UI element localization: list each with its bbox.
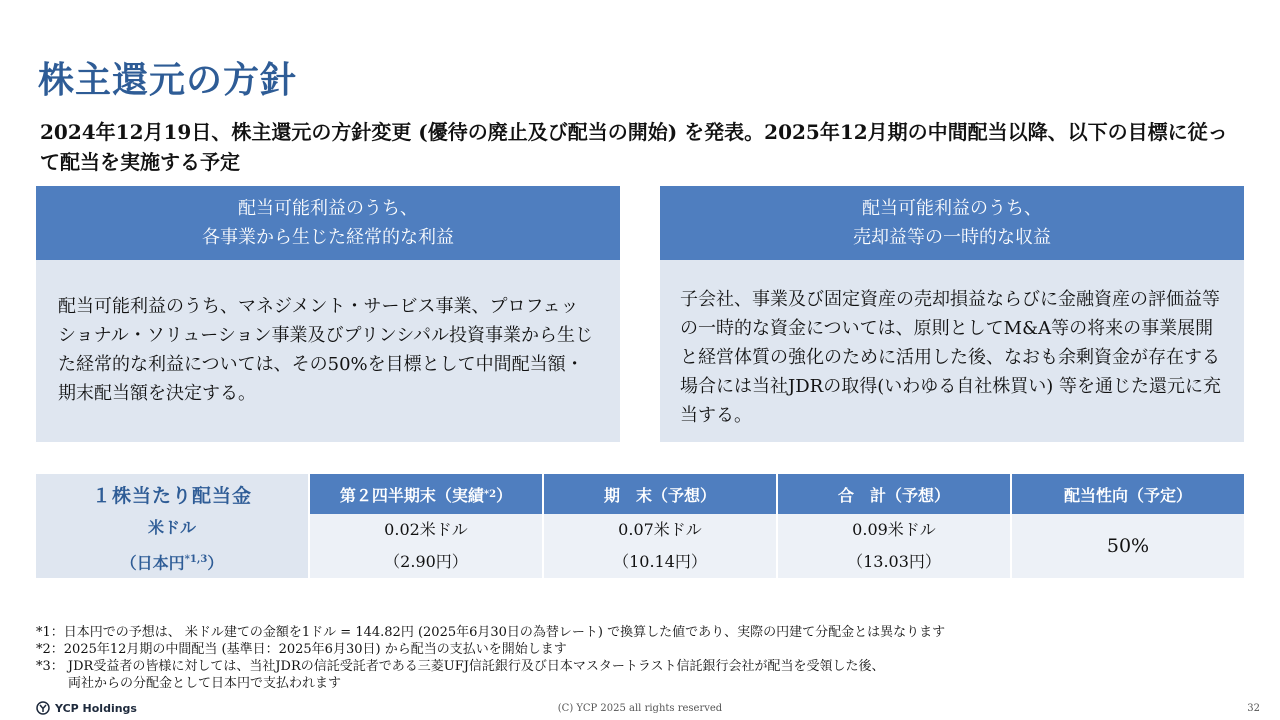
col-header-payout: 配当性向（予定） (1010, 474, 1244, 514)
table-label: １株当たり配当金 (36, 474, 308, 514)
dividend-table (36, 474, 1244, 578)
lead-statement: 2024年12月19日、株主還元の方針変更 (優待の廃止及び配当の開始) を発表。2025年12月期の中間配当以降、以下の目標に従って配当を実施する予定 (40, 120, 1228, 174)
cell-q2: 0.02米ドル （2.90円） (308, 514, 542, 578)
card-body: 配当可能利益のうち、マネジメント・サービス事業、プロフェッショナル・ソリューション事業及びプリンシパル投資事業から生じた経常的な利益については、その50%を目標として中間配当額・期末配当額を決定する。 (58, 296, 594, 404)
card-header-line1: 配当可能利益のうち、 (238, 198, 418, 219)
footnote-2: *2：2025年12月期の中間配当 (基準日：2025年6月30日) から配当の支払いを開始します (36, 642, 567, 657)
company-name: YCP Holdings (55, 701, 137, 715)
card-header-line2: 各事業から生じた経常的な利益 (202, 227, 454, 248)
footnote-3-cont: 両社からの分配金として日本円で支払われます (68, 676, 342, 691)
footnotes (36, 624, 1256, 692)
col-header-q2: 第２四半期末（実績 *2 ） (308, 474, 542, 514)
row-label-jpy: （日本円$^{*1,3}$） (120, 553, 224, 573)
one-time-gain-card (660, 186, 1244, 442)
cell-year-end: 0.07米ドル （10.14円） (542, 514, 776, 578)
col-header-year-end: 期 末（予想） (542, 474, 776, 514)
card-header-line1: 配当可能利益のうち、 (862, 198, 1042, 219)
row-label (36, 514, 308, 578)
card-header (36, 186, 620, 260)
card-header (660, 186, 1244, 260)
cell-payout: 50% (1010, 514, 1244, 578)
page-title: 株主還元の方針 (38, 60, 298, 101)
card-header-line2: 売却益等の一時的な収益 (853, 227, 1051, 248)
col-header-total: 合 計（予想） (776, 474, 1010, 514)
footnote-1: *1：日本円での予想は、 米ドル建ての金額を1ドル = 144.82円 (2025年6月30日の為替レート) で換算した値であり、実際の円建て分配金とは異なります (36, 625, 946, 640)
copyright: (C) YCP 2025 all rights reserved (557, 703, 723, 714)
page-number: 32 (1247, 703, 1260, 714)
row-label-usd: 米ドル (147, 518, 196, 538)
recurring-profit-card (36, 186, 620, 442)
card-body: 子会社、事業及び固定資産の売却損益ならびに金融資産の評価益等の一時的な資金については、原則としてM&A等の将来の事業展開と経営体質の強化のために活用した後、なおも余剰資金が存在する場合には当社JDRの取得(いわゆる自社株買い) 等を通じた還元に充当する。 (680, 289, 1221, 426)
cell-total: 0.09米ドル （13.03円） (776, 514, 1010, 578)
footnote-3: *3： JDR受益者の皆様に対しては、当社JDRの信託受託者である三菱UFJ信託銀行及び日本マスタートラスト信託銀行会社が配当を受領した後、 (36, 659, 885, 674)
